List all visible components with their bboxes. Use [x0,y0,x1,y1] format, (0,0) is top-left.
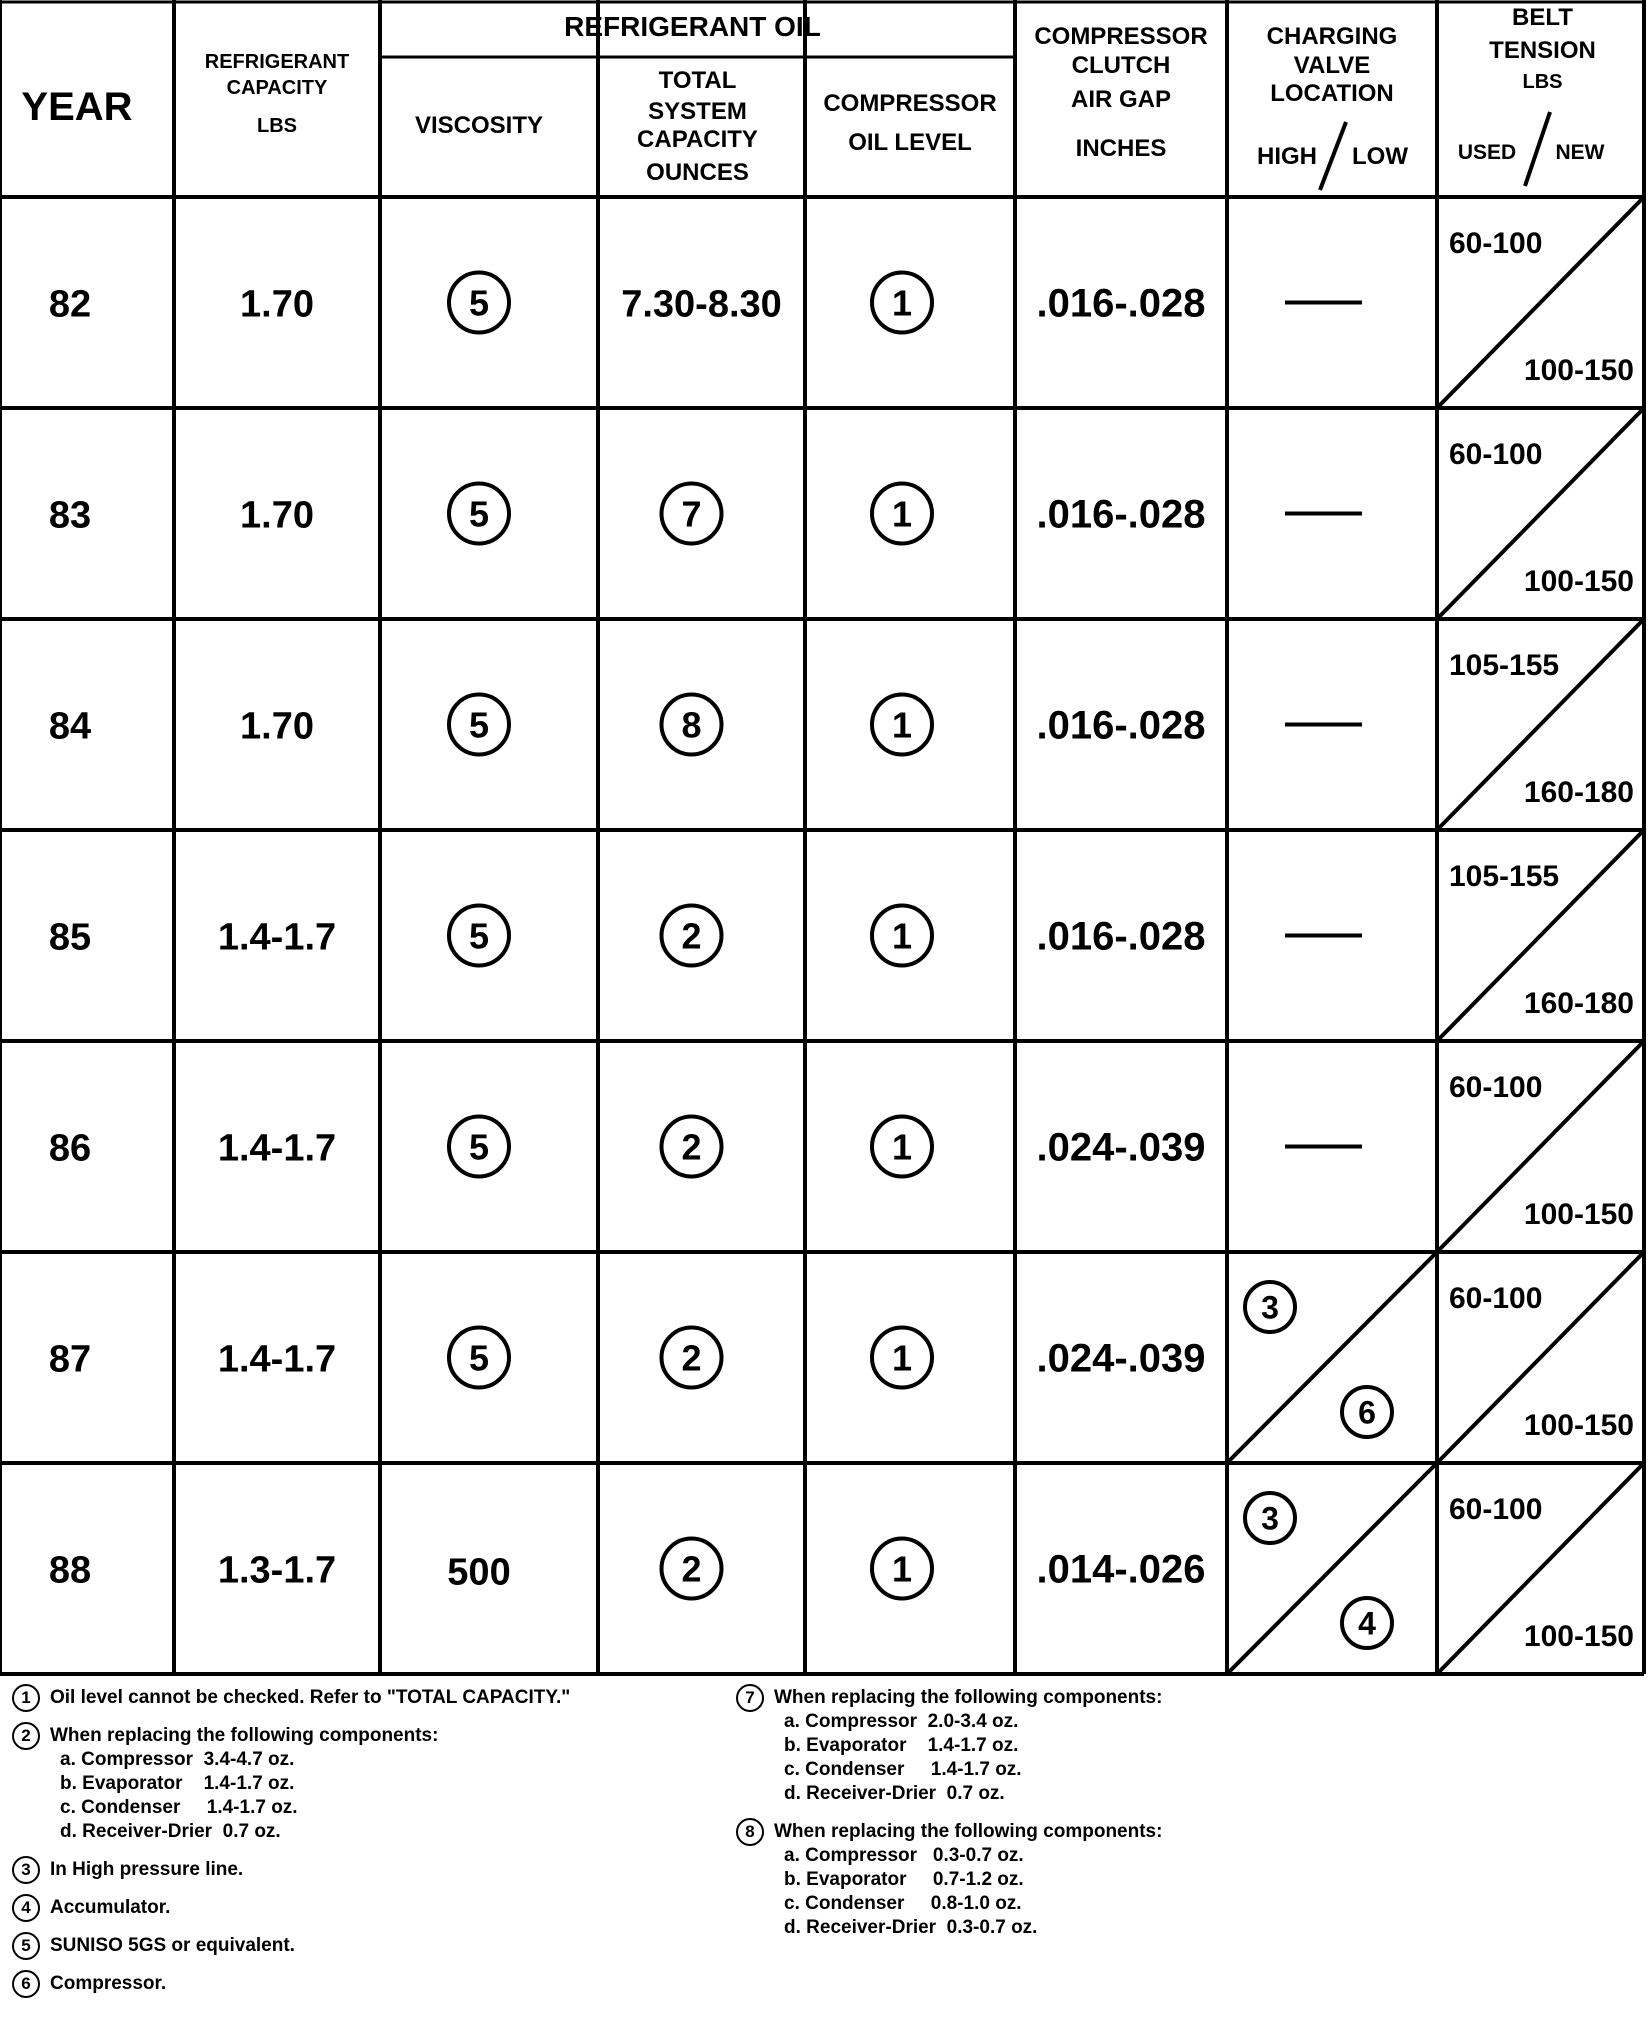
header-charging-valve-location: LOCATION [1270,80,1394,107]
svg-text:1: 1 [891,915,913,957]
oil-level-circle-ref [872,906,932,966]
belt-used-cell: 60-100 [1449,1071,1543,1104]
header-belt-tension: LBS [1522,71,1563,93]
oil-level-circle-ref [872,1117,932,1177]
header-charging-low: LOW [1352,143,1408,170]
header-refrigerant-capacity: REFRIGERANT [204,51,350,73]
header-refrigerant-oil: REFRIGERANT OIL [564,11,821,42]
footnotes-right [730,1686,1430,1954]
svg-text:7: 7 [681,493,702,535]
belt-new-cell: 160-180 [1523,776,1634,809]
footnote-7 [730,1686,1430,1806]
footnote-text: When replacing the following components: [774,1687,1163,1708]
footnote-subitem: d. Receiver-Drier 0.3-0.7 oz. [784,1917,1038,1938]
oil-level-circle-ref [872,1539,932,1599]
footnote-1 [6,1686,706,1710]
table-row [49,1463,1644,1674]
header-compressor-oil-level: COMPRESSOR [823,90,997,117]
total-capacity-circle-ref [662,1117,722,1177]
footnote-3 [6,1858,706,1882]
belt-new-cell: 160-180 [1523,987,1634,1020]
svg-text:5: 5 [468,493,490,535]
air-gap-cell: .016-.028 [1036,914,1206,959]
footnote-2 [6,1724,706,1844]
header-year: YEAR [21,85,133,129]
belt-new-cell: 100-150 [1523,354,1634,387]
svg-text:1: 1 [891,1126,913,1168]
header-charging-high: HIGH [1257,143,1317,170]
year-cell: 86 [48,1127,92,1170]
air-gap-cell: .014-.026 [1036,1547,1206,1592]
oil-level-circle-ref [872,484,932,544]
footnote-text: Accumulator. [50,1897,171,1918]
air-gap-cell: .016-.028 [1036,281,1206,326]
header-compressor-oil-level: OIL LEVEL [848,129,972,156]
year-cell: 85 [48,916,92,959]
oil-level-circle-ref [872,695,932,755]
footnote-subitem: b. Evaporator 0.7-1.2 oz. [784,1869,1024,1890]
footnote-subitem: a. Compressor 3.4-4.7 oz. [60,1749,295,1770]
refrigerant-capacity-cell: 1.70 [240,494,314,537]
viscosity-circle-ref [449,1117,509,1177]
footnote-subitem: b. Evaporator 1.4-1.7 oz. [784,1735,1019,1756]
footnote-text: SUNISO 5GS or equivalent. [50,1935,295,1956]
refrigerant-capacity-cell: 1.4-1.7 [217,916,337,959]
footnote-5 [6,1934,706,1958]
refrigerant-capacity-cell: 1.70 [240,705,314,748]
belt-used-cell: 105-155 [1449,860,1560,893]
header-total-system-capacity: CAPACITY [637,126,758,153]
header-total-system-capacity: OUNCES [646,159,749,186]
table-row [49,408,1644,619]
charging-high-circle-ref [1245,1282,1295,1332]
svg-text:5: 5 [468,704,490,746]
svg-text:5: 5 [468,915,490,957]
footnote-text: When replacing the following components: [774,1821,1163,1842]
air-gap-cell: .016-.028 [1036,492,1206,537]
header-belt-new: NEW [1555,141,1605,164]
belt-new-cell: 100-150 [1523,565,1634,598]
year-cell: 88 [48,1549,92,1592]
belt-used-cell: 60-100 [1449,438,1543,471]
header-viscosity: VISCOSITY [414,112,544,139]
svg-text:1: 1 [891,493,913,535]
header-clutch-air-gap: INCHES [1075,135,1167,162]
header-refrigerant-capacity: CAPACITY [226,77,328,99]
svg-text:1: 1 [891,1548,913,1590]
charging-low-circle-ref [1342,1598,1392,1648]
viscosity-cell: 500 [447,1551,511,1594]
svg-text:3: 3 [1261,1500,1279,1537]
footnote-subitem: a. Compressor 0.3-0.7 oz. [784,1845,1024,1866]
footnote-number-badge: 6 [12,1970,40,1998]
header-total-system-capacity: TOTAL [658,67,737,94]
svg-text:5: 5 [468,282,490,324]
svg-text:6: 6 [1358,1394,1376,1431]
footnote-subitem: b. Evaporator 1.4-1.7 oz. [60,1773,295,1794]
year-cell: 83 [48,494,92,537]
footnote-text: Oil level cannot be checked. Refer to "TOTAL CAPACITY." [50,1687,571,1708]
total-capacity-cell: 7.30-8.30 [621,283,782,326]
footnote-number-badge: 2 [12,1722,40,1750]
belt-used-cell: 60-100 [1449,1282,1543,1315]
total-capacity-circle-ref [662,1328,722,1388]
footnote-subitem: c. Condenser 1.4-1.7 oz. [60,1797,298,1818]
table-row [49,197,1644,408]
footnote-number-badge: 4 [12,1894,40,1922]
year-cell: 87 [48,1338,92,1381]
header-clutch-air-gap: COMPRESSOR [1034,23,1208,50]
total-capacity-circle-ref [662,906,722,966]
footnote-subitem: c. Condenser 0.8-1.0 oz. [784,1893,1022,1914]
belt-new-cell: 100-150 [1523,1409,1634,1442]
year-cell: 84 [48,705,92,748]
viscosity-circle-ref [449,695,509,755]
belt-new-cell: 100-150 [1523,1620,1634,1653]
svg-text:2: 2 [681,1126,702,1168]
total-capacity-circle-ref [662,695,722,755]
refrigerant-capacity-cell: 1.4-1.7 [217,1127,337,1170]
footnotes-left [6,1686,706,2010]
oil-level-circle-ref [872,273,932,333]
viscosity-circle-ref [449,484,509,544]
total-capacity-circle-ref [662,484,722,544]
year-cell: 82 [48,283,92,326]
footnote-number-badge: 1 [12,1684,40,1712]
header-belt-tension: TENSION [1489,37,1596,64]
table-body [49,197,1644,1674]
air-gap-cell: .024-.039 [1036,1336,1206,1381]
header-clutch-air-gap: AIR GAP [1070,86,1172,113]
header-clutch-air-gap: CLUTCH [1071,52,1171,79]
viscosity-circle-ref [449,273,509,333]
table-row [49,830,1644,1041]
svg-text:5: 5 [468,1337,490,1379]
footnote-4 [6,1896,706,1920]
belt-used-cell: 60-100 [1449,1493,1543,1526]
total-capacity-circle-ref [662,1539,722,1599]
air-gap-cell: .016-.028 [1036,703,1206,748]
footnote-number-badge: 8 [736,1818,764,1846]
charging-high-circle-ref [1245,1493,1295,1543]
footnote-subitem: c. Condenser 1.4-1.7 oz. [784,1759,1022,1780]
footnote-text: In High pressure line. [50,1859,244,1880]
table-row [49,1041,1644,1252]
footnote-8 [730,1820,1430,1940]
svg-text:1: 1 [891,1337,913,1379]
svg-text:1: 1 [891,282,913,324]
header-refrigerant-capacity: LBS [257,115,297,137]
footnote-number-badge: 3 [12,1856,40,1884]
footnote-6 [6,1972,706,1996]
refrigerant-capacity-cell: 1.3-1.7 [217,1549,337,1592]
header-total-system-capacity: SYSTEM [648,98,747,125]
refrigerant-capacity-cell: 1.4-1.7 [217,1338,337,1381]
footnote-subitem: d. Receiver-Drier 0.7 oz. [784,1783,1005,1804]
belt-new-cell: 100-150 [1523,1198,1634,1231]
table-header [21,4,1604,190]
oil-level-circle-ref [872,1328,932,1388]
svg-text:2: 2 [681,1548,702,1590]
viscosity-circle-ref [449,906,509,966]
footnote-subitem: a. Compressor 2.0-3.4 oz. [784,1711,1019,1732]
belt-used-cell: 105-155 [1449,649,1560,682]
svg-text:4: 4 [1358,1605,1376,1642]
footnote-number-badge: 7 [736,1684,764,1712]
footnote-number-badge: 5 [12,1932,40,1960]
table-row [49,619,1644,830]
svg-text:1: 1 [891,704,913,746]
footnote-text: Compressor. [50,1973,167,1994]
header-charging-valve-location: VALVE [1293,52,1371,79]
svg-text:8: 8 [681,704,702,746]
svg-text:5: 5 [468,1126,490,1168]
svg-text:3: 3 [1261,1289,1279,1326]
footnote-subitem: d. Receiver-Drier 0.7 oz. [60,1821,281,1842]
footnote-text: When replacing the following components: [50,1725,439,1746]
table-row [49,1252,1644,1463]
charging-low-circle-ref [1342,1387,1392,1437]
refrigerant-capacity-cell: 1.70 [240,283,314,326]
header-belt-used: USED [1457,141,1517,164]
svg-text:2: 2 [681,1337,702,1379]
belt-used-cell: 60-100 [1449,227,1543,260]
header-belt-tension: BELT [1512,4,1573,31]
viscosity-circle-ref [449,1328,509,1388]
svg-text:2: 2 [681,915,702,957]
air-gap-cell: .024-.039 [1036,1125,1206,1170]
header-charging-valve-location: CHARGING [1266,23,1398,50]
